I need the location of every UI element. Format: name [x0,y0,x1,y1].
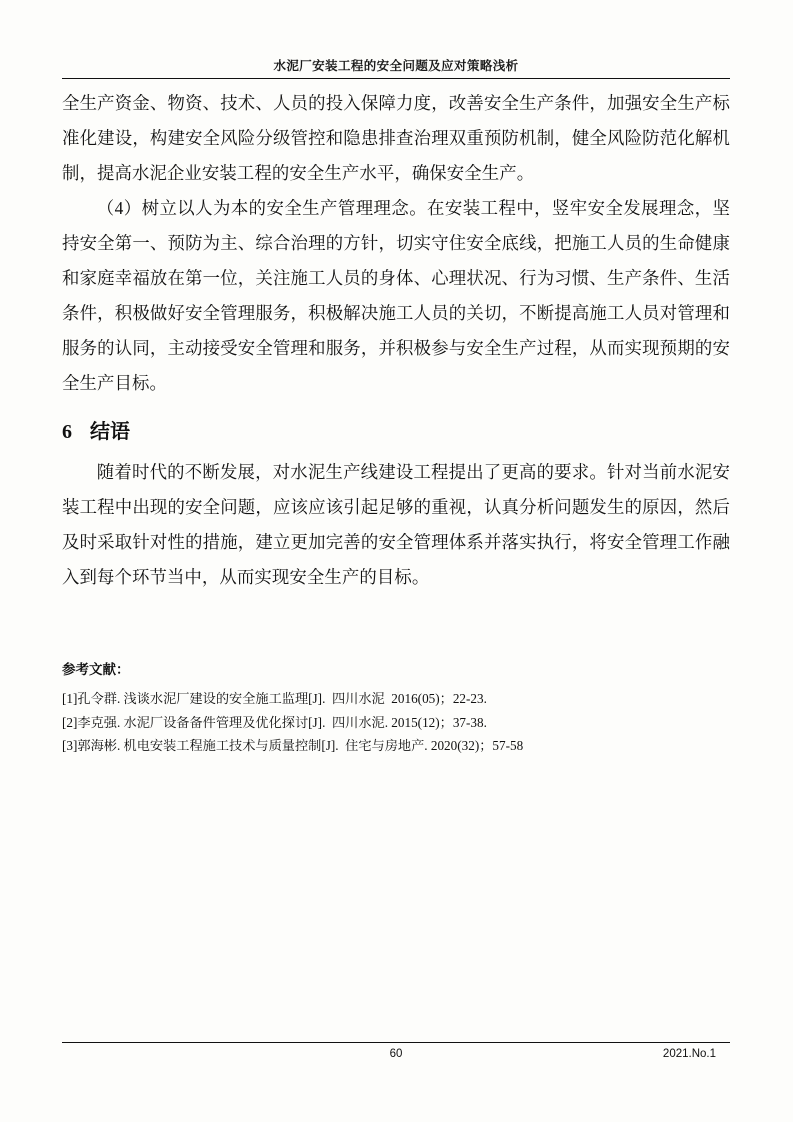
references-heading: 参考文献： [62,662,130,677]
list-item: [1]孔令群. 浅谈水泥厂建设的安全施工监理[J]. 四川水泥 2016(05)；22-23. [62,691,487,706]
paragraph-continued: 全生产资金、物资、技术、人员的投入保障力度，改善安全生产条件，加强安全生产标准化建设，构建安全风险分级管控和隐患排查治理双重预防机制，健全风险防范化解机制，提高水泥企业安装工程的安全生产水平，确保安全生产。 [62,93,730,183]
references-list [62,687,730,758]
paragraph-point-four: （4）树立以人为本的安全生产管理理念。在安装工程中，竖牢安全发展理念，坚持安全第一、预防为主、综合治理的方针，切实守住安全底线，把施工人员的生命健康和家庭幸福放在第一位，关注施工人员的身体、心理状况、行为习惯、生产条件、生活条件，积极做好安全管理服务，积极解决施工人员的关切，不断提高施工人员对管理和服务的认同，主动接受安全管理和服务，并积极参与安全生产过程，从而实现预期的安全生产目标。 [62,198,730,393]
section-heading [62,415,730,449]
footer-divider [62,1042,730,1043]
section-title: 结语 [90,421,130,443]
list-item: [2]李克强. 水泥厂设备备件管理及优化探讨[J]. 四川水泥. 2015(12)；37-38. [62,714,487,730]
running-header: 水泥厂安装工程的安全问题及应对策略浅析 [273,59,519,73]
page-footer [62,1048,730,1066]
list-item: [3]郭海彬. 机电安装工程施工技术与质量控制[J]. 住宅与房地产. 2020(32)；57-58 [62,738,524,753]
section-paragraph: 随着时代的不断发展，对水泥生产线建设工程提出了更高的要求。针对当前水泥安装工程中出现的安全问题，应该应该引起足够的重视，认真分析问题发生的原因，然后及时采取针对性的措施，建立更加完善的安全管理体系并落实执行，将安全管理工作融入到每个环节当中，从而实现安全生产的目标。 [62,462,730,587]
issue-label: 2021.No.1 [662,1048,716,1060]
page-content [62,86,730,758]
page-number: 60 [389,1048,403,1060]
section-number: 6 [62,421,72,443]
header-divider [62,78,730,79]
